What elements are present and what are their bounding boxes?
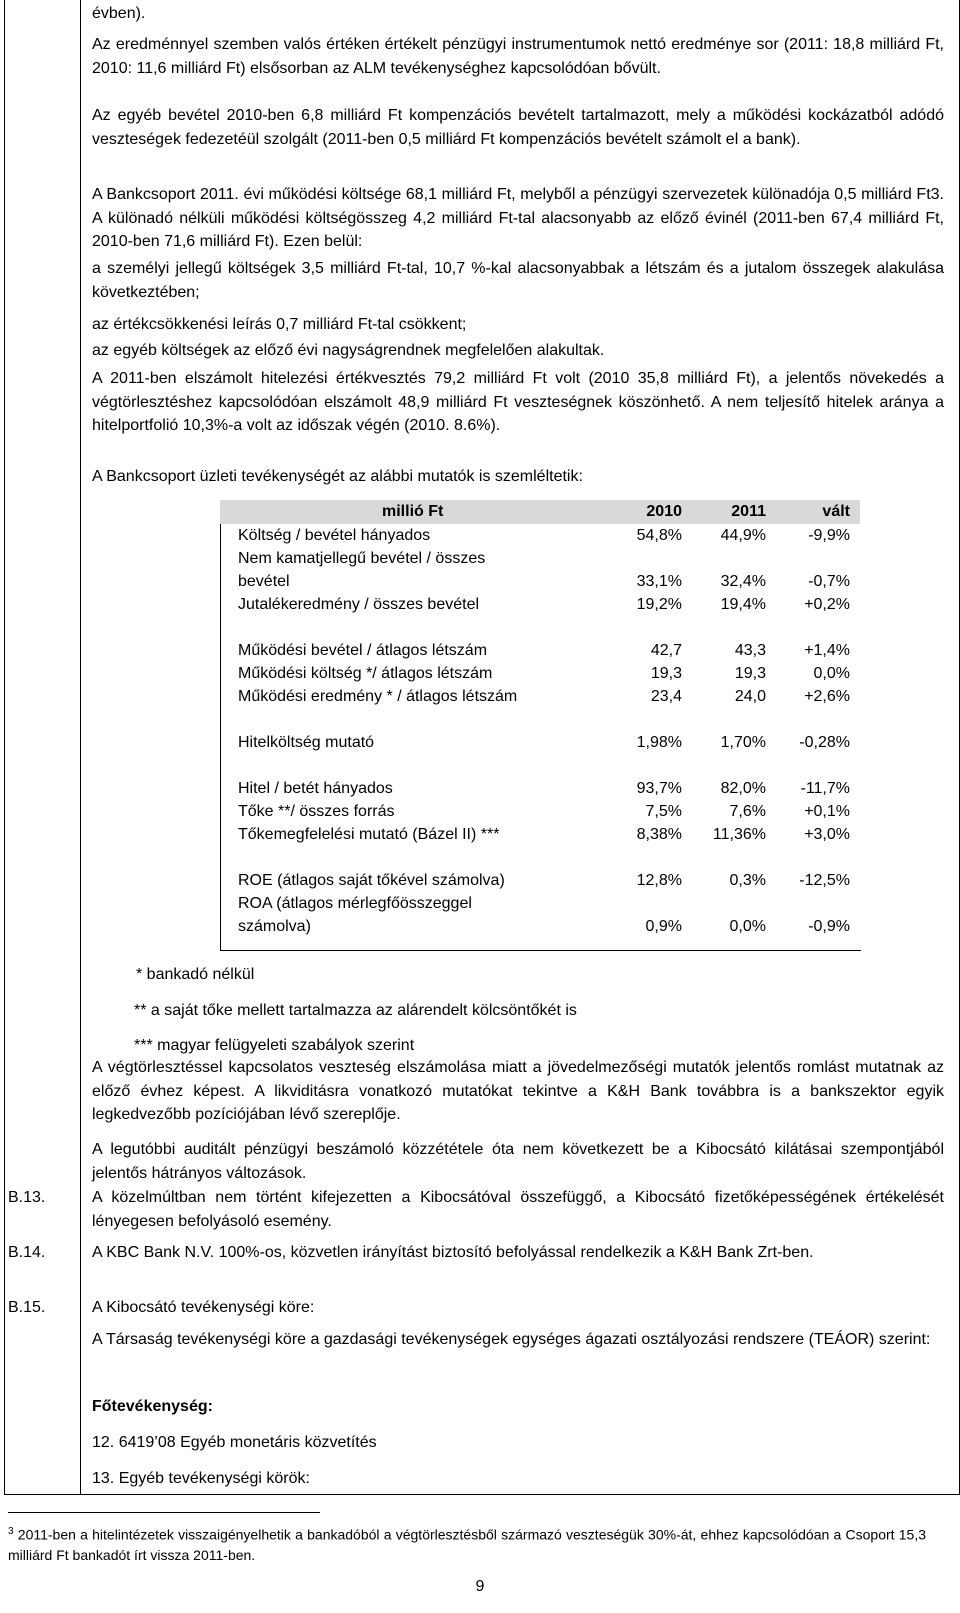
footnote-rule [8,1512,320,1513]
cell-diff: +3,0% [804,826,850,843]
cell-2010: 19,2% [636,596,682,613]
row-label: Jutalékeredmény / összes bevétel [238,596,480,613]
table-row [220,639,860,662]
section-text-b14: A KBC Bank N.V. 100%-os, közvetlen irányítást biztosító befolyással rendelkezik a K&H Bank Zrt-ben. [92,1244,814,1261]
paragraph-continuation: évben). [92,5,146,22]
row-label: számolva) [238,918,311,935]
table-row [220,892,860,915]
table-row [220,915,860,938]
footnote-text: 2011-ben a hitelintézetek visszaigényelhetik a bankadóból a végtörlesztésből származó veszteségük 30%-át, ehhez kapcsolódóan a Csoport 15,3 milliárd Ft bankadót írt vissza 2011-ben. [8,1526,926,1563]
table-row [220,524,860,547]
cell-2010: 12,8% [636,872,682,889]
cell-2010: 8,38% [636,826,682,843]
paragraph-other-income: Az egyéb bevétel 2010-ben 6,8 milliárd Ft kompenzációs bevételt tartalmazott, mely a működési kockázatból adódó veszteségek fedezetéül szolgált (2011-ben 0,5 milliárd Ft kompenzációs bevételt számolt el a bank). [92,107,944,148]
cell-2010: 93,7% [636,780,682,797]
cell-2010: 7,5% [645,803,682,820]
activity-item-12: 12. 6419’08 Egyéb monetáris közvetítés [92,1434,377,1451]
cell-2011: 82,0% [720,780,766,797]
cell-2011: 7,6% [729,803,766,820]
table-row [220,547,860,570]
cell-diff: -0,7% [808,573,850,590]
cell-2010: 54,8% [636,527,682,544]
cell-diff: -11,7% [800,780,850,797]
table-row [220,731,860,754]
cell-diff: 0,0% [813,665,850,682]
cell-diff: -12,5% [799,872,850,889]
paragraph-impairment: A 2011-ben elszámolt hitelezési értékvesztés 79,2 milliárd Ft volt (2010 35,8 milliárd Ft), a jelentős növekedés a végtörlesztéshez kapcsolódóan elszámolt 48,9 milliárd Ft veszteségnek köszönhető. A nem teljesítő hitelek aránya a hitelportfolió 10,3%-a volt az időszak végén (2010. 8.6%). [92,370,944,434]
cell-diff: -0,28% [799,734,850,751]
cell-2011: 32,4% [720,573,766,590]
table-row [220,800,860,823]
cell-2011: 19,3 [734,665,766,682]
paragraph-audit: A legutóbbi auditált pénzügyi beszámoló közzététele óta nem következett be a Kibocsátó kilátásai szempontjából jelentős hátrányos változások. [92,1141,944,1182]
cell-diff: +0,2% [804,596,850,613]
table-row [220,662,860,685]
table-row [220,570,860,593]
footnote-marker: 3 [8,1526,14,1537]
cell-2011: 11,36% [712,826,766,843]
cell-2010: 19,3 [650,665,682,682]
section-code-b15: B.15. [8,1299,46,1316]
section-code-b14: B.14. [8,1244,46,1261]
table-row [220,823,860,846]
table-row [220,685,860,708]
cell-diff: +1,4% [804,642,850,659]
section-text-b15: A Társaság tevékenységi köre a gazdasági tevékenységek egységes ágazati osztályozási rendszere (TEÁOR) szerint: [92,1331,931,1348]
row-label: Hitel / betét hányados [238,780,393,797]
cell-diff: +0,1% [804,803,850,820]
header-2011: 2011 [731,503,766,520]
row-label: Hitelköltség mutató [238,734,375,751]
cell-2011: 19,4% [720,596,766,613]
activity-item-13: 13. Egyéb tevékenységi körök: [92,1470,310,1487]
header-diff: vált [822,503,850,520]
paragraph-fair-value: Az eredménnyel szemben valós értéken értékelt pénzügyi instrumentumok nettó eredménye sor (2011: 18,8 milliárd Ft, 2010: 11,6 milliárd Ft) elsősorban az ALM tevékenységhez kapcsolódóan bővült. [92,36,944,77]
page-number: 9 [475,1578,485,1595]
header-2010: 2010 [646,503,682,520]
row-label: bevétel [238,573,290,590]
paragraph-other-costs: az egyéb költségek az előző évi nagyságrendnek megfelelően alakultak. [92,342,605,359]
paragraph-personnel-cost: a személyi jellegű költségek 3,5 milliárd Ft-tal, 10,7 %-kal alacsonyabbak a létszám és a jutalom összegek alakulása következtében; [92,260,944,301]
cell-diff: -9,9% [808,527,850,544]
cell-diff: -0,9% [808,918,850,935]
table-row [220,593,860,616]
row-label: Működési bevétel / átlagos létszám [238,642,488,659]
header-label: millió Ft [382,503,444,520]
note-bank-tax: * bankadó nélkül [136,966,255,983]
row-label: ROA (átlagos mérlegfőösszeggel [238,895,472,912]
column-divider [80,0,81,1495]
paragraph-depreciation: az értékcsökkenési leírás 0,7 milliárd Ft-tal csökkent; [92,316,467,333]
cell-2011: 0,3% [729,872,766,889]
row-label: ROE (átlagos saját tőkével számolva) [238,872,505,889]
table-row [220,777,860,800]
cell-diff: +2,6% [804,688,850,705]
cell-2011: 44,9% [720,527,766,544]
footnote [8,1522,926,1565]
row-label: Tőkemegfelelési mutató (Bázel II) *** [238,826,500,843]
section-title-b15: A Kibocsátó tevékenységi köre: [92,1299,315,1316]
row-label: Költség / bevétel hányados [238,527,431,544]
cell-2010: 33,1% [636,573,682,590]
table-header-row [220,500,860,523]
table-row [220,869,860,892]
row-label: Tőke **/ összes forrás [238,803,395,820]
paragraph-profitability: A végtörlesztéssel kapcsolatos veszteség elszámolása miatt a jövedelmezőségi mutatók jelentős romlást mutatnak az előző évhez képest. A likviditásra vonatkozó mutatókat tekintve a K&H Bank továbbra is a bankszektor egyik legkedvezőbb pozíciójában lévő szereplője. [92,1059,944,1123]
paragraph-operating-cost: A Bankcsoport 2011. évi működési költsége 68,1 milliárd Ft, melyből a pénzügyi szervezetek különadója 0,5 milliárd Ft3. A különadó nélküli működési költségösszeg 4,2 milliárd Ft-tal alacsonyabb az előző évinél (2011-ben 67,4 milliárd Ft, 2010-ben 71,6 milliárd Ft). Ezen belül: [92,186,944,250]
section-text-b13: A közelmúltban nem történt kifejezetten a Kibocsátóval összefüggő, a Kibocsátó fizetőképességének értékelését lényegesen befolyásoló esemény. [92,1189,944,1230]
row-label: Működési költség */ átlagos létszám [238,665,493,682]
cell-2011: 1,70% [720,734,766,751]
main-activity-heading: Főtevékenység: [92,1398,213,1415]
paragraph-indicators-intro: A Bankcsoport üzleti tevékenységét az alábbi mutatók is szemléltetik: [92,468,583,485]
cell-2010: 1,98% [636,734,682,751]
row-label: Nem kamatjellegű bevétel / összes [238,550,486,567]
cell-2010: 23,4 [650,688,682,705]
note-capital: ** a saját tőke mellett tartalmazza az alárendelt kölcsöntőkét is [134,1002,577,1019]
cell-2010: 42,7 [650,642,682,659]
section-code-b13: B.13. [8,1189,46,1206]
note-supervisory: *** magyar felügyeleti szabályok szerint [134,1037,415,1054]
cell-2011: 0,0% [729,918,766,935]
cell-2010: 0,9% [645,918,682,935]
cell-2011: 43,3 [734,642,766,659]
cell-2011: 24,0 [734,688,766,705]
row-label: Működési eredmény * / átlagos létszám [238,688,518,705]
